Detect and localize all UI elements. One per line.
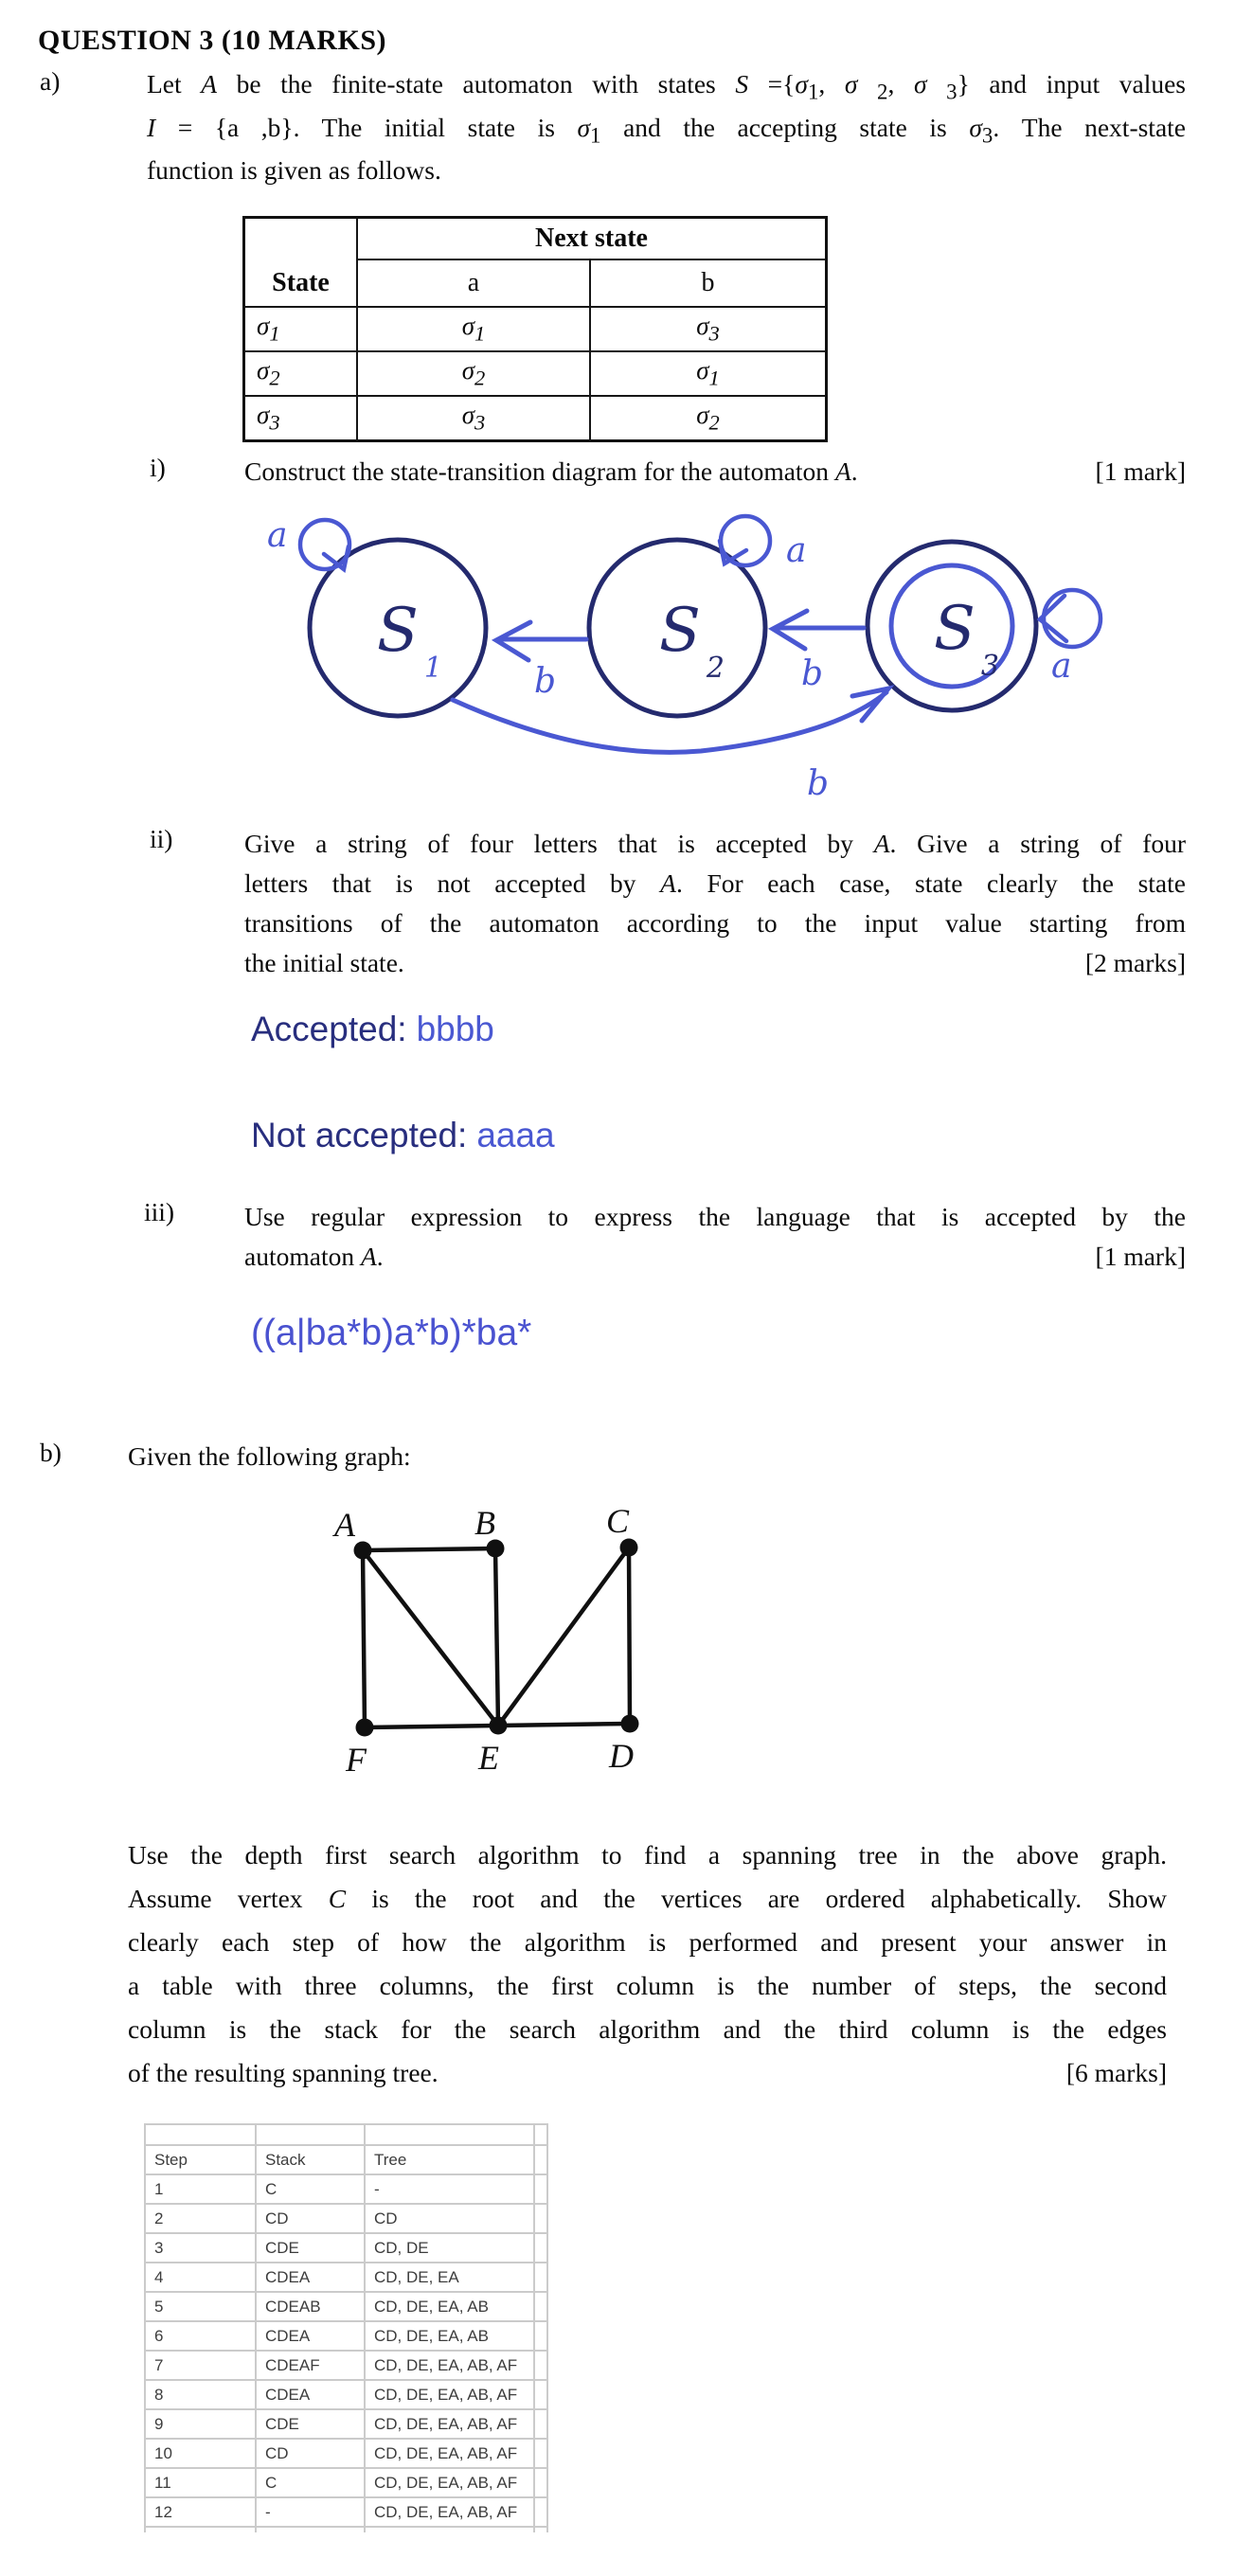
edge-A-F [363,1550,365,1727]
part-a-paragraph [147,66,1186,188]
dfs-table-row [145,2409,547,2439]
next-state-on-b-cell: $\sigma_2$ [590,396,827,441]
marks-label: [2 marks] [1084,948,1186,977]
dfs-table-row [145,2233,547,2263]
dfs-table-row [145,2439,547,2468]
cropped-sheet-row [145,2124,547,2145]
accepted-answer-line [251,1010,494,1049]
state-table-row [244,307,827,351]
not-accepted-answer-line [251,1116,555,1155]
state-s1-label: $S_1$ [377,596,442,685]
next-state-on-a-cell: $\sigma_3$ [357,396,590,441]
tree-column-header: Tree [365,2145,534,2174]
state-s3-label: $S_3$ [934,594,999,683]
marks-label: [6 marks] [1065,2058,1167,2087]
question-title: QUESTION 3 (10 MARKS) [38,25,387,56]
edge-C-D [629,1547,630,1724]
dfs-table-row [145,2468,547,2497]
part-i-label: i) [150,453,166,482]
step-cell: 7 [145,2351,256,2380]
vertex-C [620,1539,638,1557]
paragraph-line: Assume vertex C is the root and the vertices are ordered alphabetically. Show [128,1884,1167,1913]
state-transition-diagram [0,507,1235,838]
vertex-A-label: A [334,1508,355,1544]
tree-cell: CD, DE, EA, AB [365,2292,534,2321]
state-s2-label: $S_2$ [659,596,725,685]
stack-cell: CDEA [256,2380,365,2409]
vertex-D-label: D [609,1737,634,1775]
next-state-on-b-cell: $\sigma_1$ [590,351,827,396]
dfs-table-row [145,2174,547,2204]
tree-cell: CD, DE, EA, AB, AF [365,2409,534,2439]
part-a-lines [147,66,1186,152]
tree-cell: CD, DE, EA, AB [365,2321,534,2351]
dfs-table-row [145,2497,547,2527]
part-b-intro: Given the following graph: [128,1441,411,1471]
not-accepted-value: aaaa [476,1116,555,1154]
tree-cell: CD, DE, EA, AB, AF [365,2380,534,2409]
s2-self-loop [721,516,770,565]
input-header-a: a [357,259,590,307]
dfs-table-row [145,2380,547,2409]
next-state-group-header: Next state [357,218,827,260]
s3-self-loop-arrowhead [1040,596,1066,641]
stack-cell: C [256,2174,365,2204]
step-cell: 5 [145,2292,256,2321]
next-state-on-a-cell: $\sigma_2$ [357,351,590,396]
paragraph-line: letters that is not accepted by A. For each case, state clearly the state [244,868,1186,898]
dfs-steps-table [144,2123,548,2532]
stack-cell: CD [256,2204,365,2233]
paragraph-line: a table with three columns, the first column is the number of steps, the second [128,1971,1167,2000]
step-cell: 4 [145,2263,256,2292]
edge-B-E [495,1548,498,1726]
paragraph-line: Use the depth first search algorithm to find a spanning tree in the above graph. [128,1840,1167,1869]
paragraph-line: function is given as follows. [147,155,441,185]
s3-self-loop [1044,590,1101,647]
regex-answer: ((a|ba*b)a*b)*ba* [251,1313,532,1353]
edge-E-D [498,1724,630,1726]
part-ii-label: ii) [150,824,173,853]
part-i-text: Construct the state-transition diagram for the automaton A. [244,456,858,486]
part-b-label: b) [40,1438,62,1467]
step-cell: 12 [145,2497,256,2527]
vertex-A [354,1542,372,1560]
part-a-label: a) [40,66,61,96]
stack-cell: CD [256,2439,365,2468]
vertex-D [621,1715,639,1733]
paragraph-line: Give a string of four letters that is accepted by A. Give a string of four [244,829,1187,858]
not-accepted-label: Not accepted: [251,1116,468,1154]
dfs-table-row [145,2321,547,2351]
input-header-b: b [590,259,827,307]
s1-to-s3-label: b [807,764,830,803]
tree-cell: - [365,2174,534,2204]
stack-cell: CDE [256,2233,365,2263]
edge-A-B [363,1548,495,1550]
dfs-table-row [145,2351,547,2380]
marks-label: [1 mark] [1095,456,1186,486]
s1-self-loop [300,520,349,569]
paragraph-line: the initial state. [244,948,404,977]
tree-cell: CD [365,2204,534,2233]
vertex-F-label: F [346,1741,367,1779]
next-state-on-a-cell: $\sigma_1$ [357,307,590,351]
s2-to-s1-label: b [534,662,557,701]
tree-cell: CD, DE, EA [365,2263,534,2292]
accepted-value: bbbb [416,1010,494,1048]
s3-loop-label: a [1051,647,1072,686]
state-table-row [244,351,827,396]
step-cell: 9 [145,2409,256,2439]
stack-cell: CDE [256,2409,365,2439]
accepted-label: Accepted: [251,1010,407,1048]
stack-cell: CDEA [256,2263,365,2292]
s2-loop-label: a [786,531,807,570]
stack-cell: CDEAB [256,2292,365,2321]
transition-s1-to-s3 [453,692,886,752]
stack-cell: CDEA [256,2321,365,2351]
paragraph-line: I = {a ,b}. The initial state is $\sigma_1$ and the accepting state is $\sigma_3$. The next-state [147,112,1186,147]
tree-cell: CD, DE, EA, AB, AF [365,2351,534,2380]
graph-figure [284,1508,701,1792]
step-cell: 11 [145,2468,256,2497]
part-b-section [40,1438,1186,1476]
cropped-sheet-row [145,2527,547,2532]
step-cell: 10 [145,2439,256,2468]
part-iii-section [144,1197,1186,1277]
paragraph-line: Let A be the finite-state automaton with states $S =\{\sigma_1$, σ $_2$, σ $_3$} and input values [147,69,1187,104]
part-b-paragraph [128,1834,1167,2095]
dfs-table-row [145,2204,547,2233]
vertex-E-label: E [478,1739,499,1777]
state-column-header: State [244,218,358,308]
step-cell: 1 [145,2174,256,2204]
state-cell: $\sigma_3$ [244,396,358,441]
step-cell: 3 [145,2233,256,2263]
dfs-table-row [145,2263,547,2292]
s3-to-s2-label: b [801,654,824,693]
paragraph-line: transitions of the automaton according to the input value starting from [244,908,1186,938]
tree-cell: CD, DE, EA, AB, AF [365,2468,534,2497]
vertex-E [490,1717,508,1735]
paragraph-line: column is the stack for the search algorithm and the third column is the edges [128,2014,1167,2044]
dfs-header-row [145,2145,547,2174]
paragraph-line: of the resulting spanning tree. [128,2058,439,2087]
stack-cell: - [256,2497,365,2527]
s1-self-loop-arrowhead [324,546,349,569]
paragraph-line: clearly each step of how the algorithm is performed and present your answer in [128,1927,1167,1957]
vertex-F [356,1719,374,1737]
edge-C-E [498,1547,629,1726]
part-a-section [40,66,1186,188]
vertex-B [487,1540,505,1558]
vertex-B-label: B [474,1508,495,1542]
state-cell: $\sigma_1$ [244,307,358,351]
tree-cell: CD, DE [365,2233,534,2263]
edge-F-E [365,1726,498,1727]
s1-loop-label: a [267,516,288,555]
s2-self-loop-arrowhead [720,541,746,564]
state-cell: $\sigma_2$ [244,351,358,396]
part-i-section [150,453,1186,491]
stack-column-header: Stack [256,2145,365,2174]
step-column-header: Step [145,2145,256,2174]
vertex-C-label: C [605,1508,630,1540]
edge-A-E [363,1550,498,1726]
stack-cell: C [256,2468,365,2497]
paragraph-line: automaton A. [244,1242,384,1271]
next-state-on-b-cell: $\sigma_3$ [590,307,827,351]
step-cell: 6 [145,2321,256,2351]
next-state-table [242,216,828,442]
part-ii-section [150,824,1186,983]
marks-label: [1 mark] [1095,1242,1186,1271]
tree-cell: CD, DE, EA, AB, AF [365,2497,534,2527]
paragraph-line: Use regular expression to express the language that is accepted by the [244,1202,1186,1231]
step-cell: 8 [145,2380,256,2409]
stack-cell: CDEAF [256,2351,365,2380]
tree-cell: CD, DE, EA, AB, AF [365,2439,534,2468]
part-iii-label: iii) [144,1197,175,1226]
dfs-table-row [145,2292,547,2321]
state-table-row [244,396,827,441]
step-cell: 2 [145,2204,256,2233]
